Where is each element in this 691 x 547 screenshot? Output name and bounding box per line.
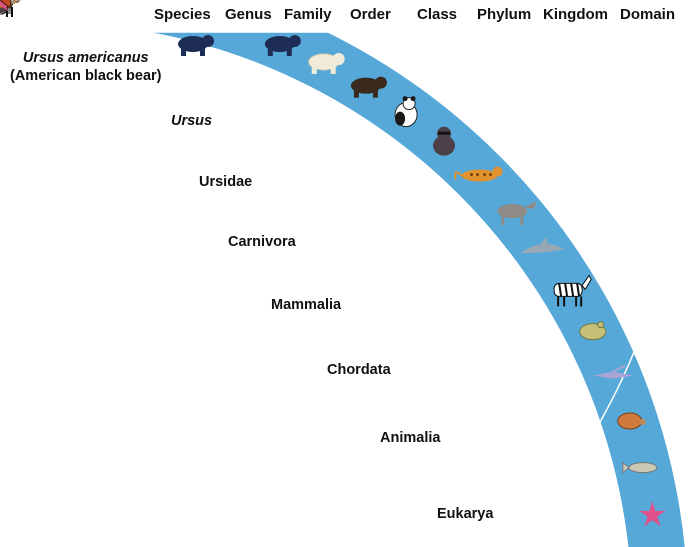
header-kingdom: Kingdom (543, 6, 608, 23)
black-bear-icon (178, 35, 214, 56)
class-label: Mammalia (271, 297, 342, 313)
band-domain (150, 32, 688, 547)
header-order: Order (350, 6, 391, 23)
genus-label: Ursus (171, 113, 213, 129)
header-class: Class (417, 6, 458, 23)
family-label: Ursidae (199, 174, 253, 190)
header-domain: Domain (620, 6, 676, 23)
header-genus: Genus (225, 6, 272, 23)
header-species: Species (154, 6, 211, 23)
organisms-domain (265, 35, 670, 547)
header-phylum: Phylum (477, 6, 532, 23)
header-family: Family (284, 6, 332, 23)
species-scientific-name: Ursus americanus (22, 50, 149, 66)
species-common-name: (American black bear) (10, 68, 162, 84)
phylum-label: Chordata (327, 362, 391, 378)
kingdom-label: Animalia (380, 430, 441, 446)
order-label: Carnivora (228, 234, 296, 250)
organisms-species (178, 35, 214, 56)
domain-label: Eukarya (437, 506, 494, 522)
organisms-kingdom (0, 0, 24, 17)
species-label (10, 49, 162, 85)
